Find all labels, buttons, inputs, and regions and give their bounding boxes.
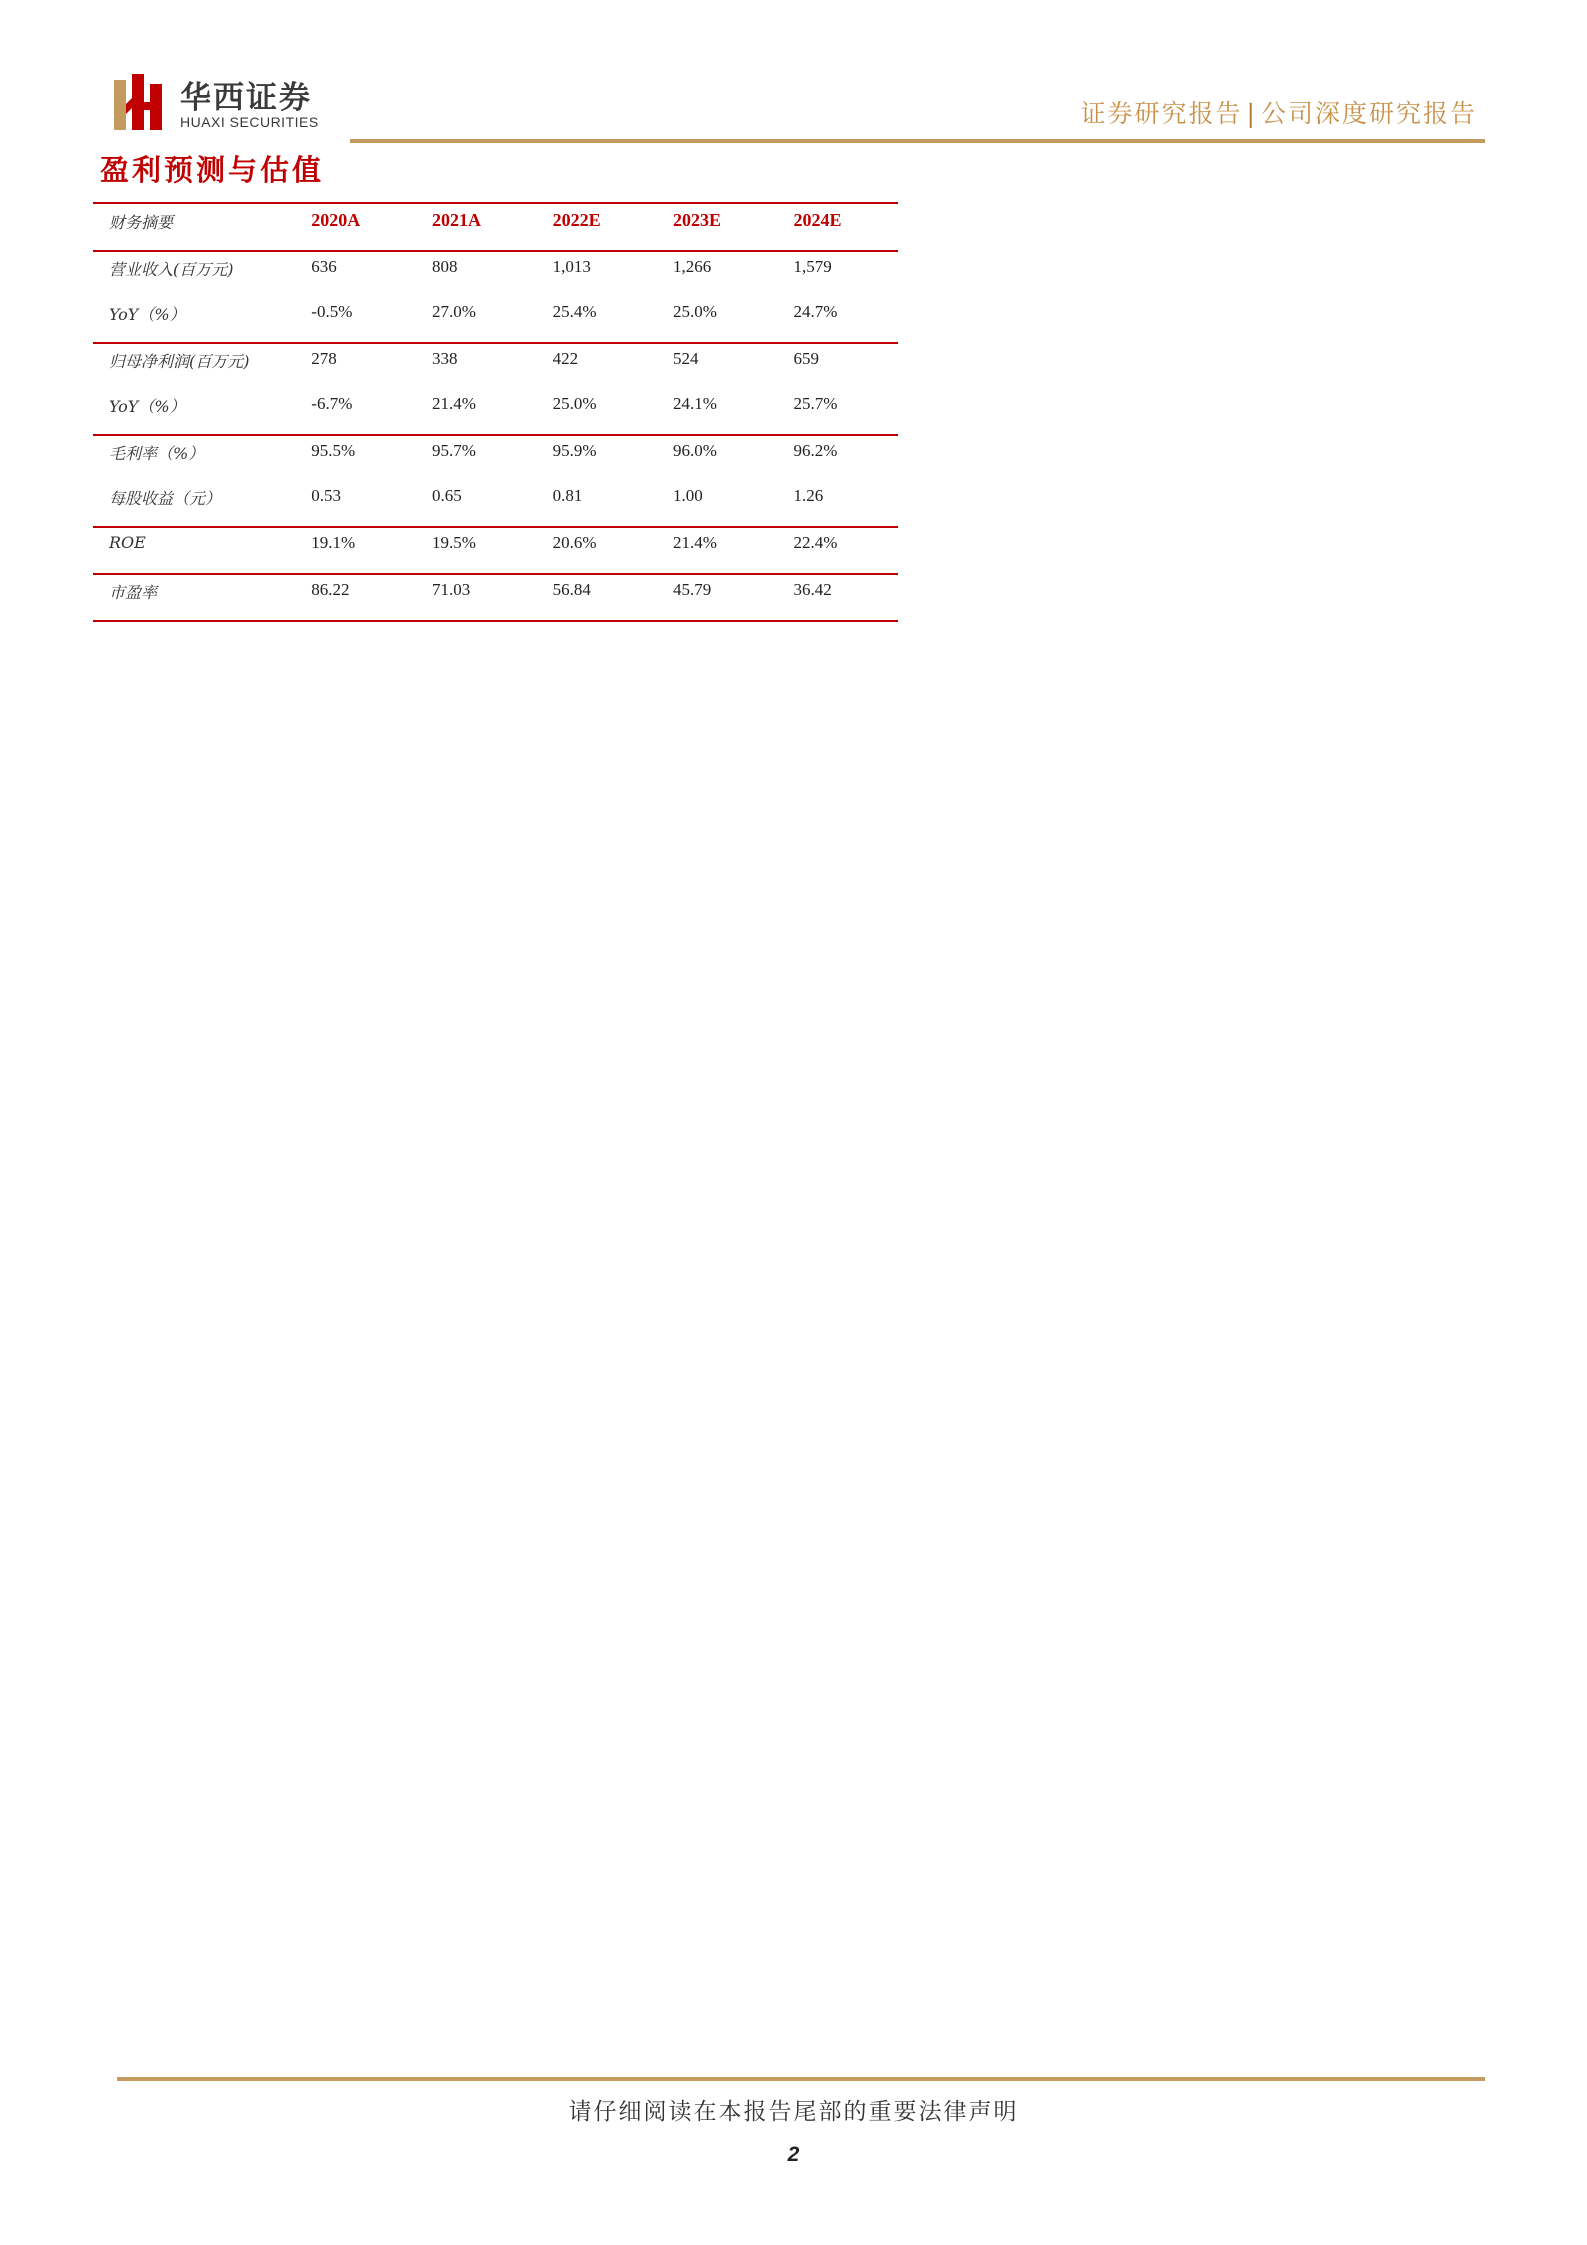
- table-cell: 36.42: [777, 574, 898, 621]
- legal-disclaimer: 请仔细阅读在本报告尾部的重要法律声明: [568, 2099, 1019, 2125]
- table-cell: 56.84: [537, 574, 657, 621]
- table-cell: 95.7%: [431, 441, 476, 460]
- row-label: 归母净利润(百万元): [109, 352, 250, 371]
- table-cell: 24.1%: [673, 394, 717, 413]
- table-cell: 0.65: [431, 486, 462, 505]
- table-cell: 86.22: [295, 574, 416, 621]
- table-row: [93, 297, 898, 343]
- table-cell: -0.5%: [311, 302, 353, 321]
- table-cell: 96.0%: [673, 441, 717, 460]
- table-cell: 96.2%: [793, 441, 838, 460]
- table-row: [93, 527, 898, 574]
- page-number: 2: [787, 2143, 800, 2166]
- table-cell: 1.00: [673, 486, 703, 505]
- table-cell: 95.9%: [552, 441, 597, 460]
- table-cell: 278: [311, 349, 337, 368]
- row-label: ROE: [109, 533, 146, 552]
- table-cell: 808: [431, 257, 458, 276]
- table-cell: 659: [793, 349, 819, 368]
- table-cell: 21.4%: [673, 533, 717, 552]
- row-label: 每股收益（元）: [109, 489, 222, 508]
- table-cell: 20.6%: [552, 533, 597, 552]
- header-cell: 2021A: [431, 210, 481, 230]
- report-type: 证券研究报告: [1080, 99, 1243, 128]
- header-cell: 2020A: [311, 210, 361, 230]
- table-cell: 1.26: [793, 486, 824, 505]
- row-label: 毛利率（%）: [109, 444, 205, 463]
- table-cell: 636: [311, 257, 337, 276]
- row-label: YoY（%）: [109, 397, 186, 416]
- table-cell: 338: [431, 349, 458, 368]
- section-title: 盈利预测与估值: [100, 153, 325, 187]
- table-row: [93, 435, 898, 481]
- row-label: 市盈率: [93, 574, 295, 621]
- table-row: [93, 574, 898, 621]
- table-cell: 22.4%: [793, 533, 838, 552]
- table-row: [93, 343, 898, 389]
- footer-divider: [117, 2077, 1485, 2081]
- table-cell: 25.0%: [673, 302, 717, 321]
- table-cell: 45.79: [657, 574, 777, 621]
- table-row: [93, 251, 898, 297]
- table-cell: 25.0%: [552, 394, 597, 413]
- row-label: YoY（%）: [109, 305, 186, 324]
- table-cell: 25.7%: [793, 394, 838, 413]
- report-subtype: 公司深度研究报告: [1260, 99, 1477, 128]
- table-cell: 71.03: [416, 574, 537, 621]
- table-cell: 25.4%: [552, 302, 597, 321]
- row-label: 营业收入(百万元): [109, 260, 234, 279]
- header-cell: 2022E: [552, 210, 601, 230]
- logo-english-name: HUAXI SECURITIES: [180, 114, 319, 130]
- table-cell: 24.7%: [793, 302, 838, 321]
- table-cell: 27.0%: [431, 302, 476, 321]
- table-cell: 0.53: [311, 486, 342, 505]
- table-cell: 95.5%: [311, 441, 356, 460]
- table-cell: 1,579: [793, 257, 832, 276]
- table-cell: 21.4%: [431, 394, 476, 413]
- table-header-row: [93, 203, 898, 251]
- table-cell: 0.81: [552, 486, 583, 505]
- table-row: [93, 481, 898, 527]
- huaxi-logo-icon: [112, 74, 168, 132]
- table-cell: 1,266: [673, 257, 712, 276]
- header-cell: 2024E: [793, 210, 842, 230]
- table-cell: 524: [673, 349, 699, 368]
- header-separator: |: [1246, 99, 1257, 128]
- table-cell: 19.5%: [431, 533, 476, 552]
- table-row: [93, 389, 898, 435]
- table-cell: -6.7%: [311, 394, 353, 413]
- company-logo: [112, 72, 352, 136]
- table-cell: 19.1%: [311, 533, 356, 552]
- financial-summary-table: [93, 202, 898, 622]
- table-cell: 422: [552, 349, 579, 368]
- header-cell: 2023E: [673, 210, 722, 230]
- header-cell: 财务摘要: [109, 213, 174, 232]
- logo-chinese-name: 华西证券: [180, 80, 312, 116]
- table-cell: 1,013: [552, 257, 591, 276]
- report-category: [1081, 94, 1477, 130]
- header-divider: [350, 139, 1485, 143]
